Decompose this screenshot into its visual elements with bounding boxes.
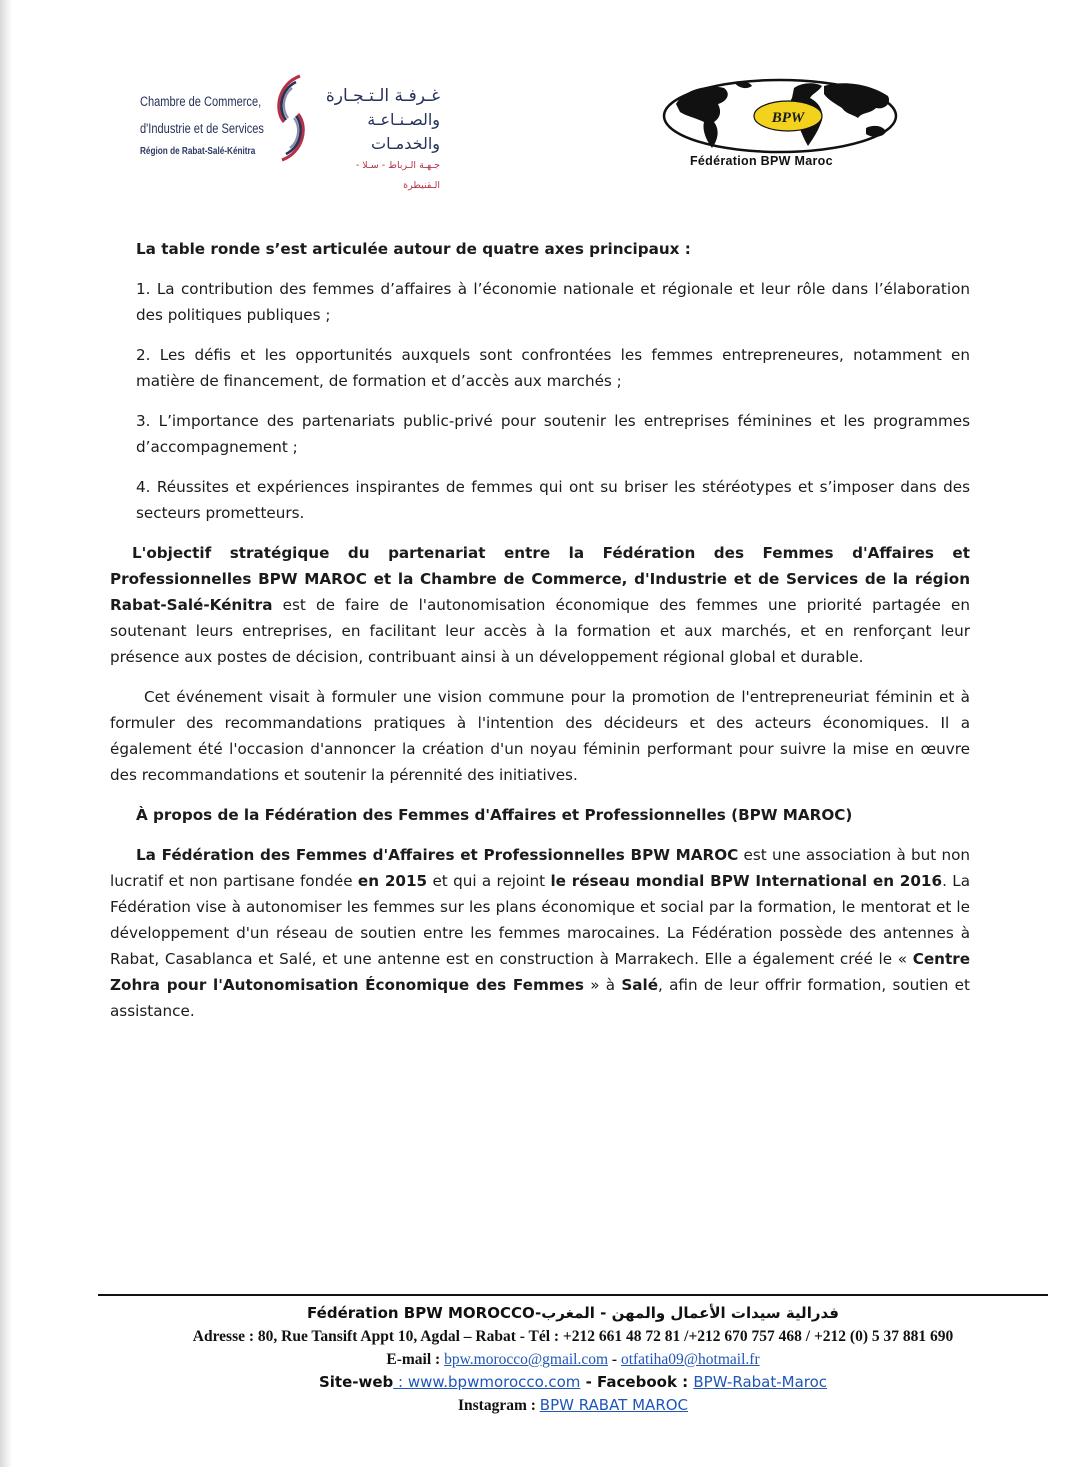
footer-instagram-line [98, 1394, 1048, 1417]
press-release-body [110, 236, 970, 1024]
ccis-emblem-icon [270, 70, 312, 166]
objective-bold-federation: L'objectif stratégique du partenariat entre la Fédération des Femmes d'Affaires et Professionnelles BPW MAROC [110, 544, 970, 588]
footer-address: Adresse : 80, Rue Tansift Appt 10, Agdal – Rabat - Tél : +212 661 48 72 81 /+212 670 757 468 / +212 (0) 5 37 881 690 [192, 1328, 954, 1345]
about-bold-centre: Centre Zohra pour l'Autonomisation Économique des Femmes [110, 950, 970, 994]
email-link-1[interactable]: bpw.morocco@gmail.com [444, 1351, 609, 1368]
email-separator: - [608, 1351, 621, 1368]
event-paragraph: Cet événement visait à formuler une vision commune pour la promotion de l'entrepreneuriat féminin et à formuler des recommandations pratiques à l'intention des décideurs et des acteurs économiques. Il a également été l'occasion d'annoncer la création d'un noyau féminin performant pour suivre la mise en œuvre des recommandations et soutenir la pérennité des initiatives. [110, 688, 970, 784]
website-link[interactable]: : www.bpwmorocco.com [393, 1373, 581, 1391]
facebook-label: - Facebook : [580, 1373, 694, 1391]
email-label: E-mail : [386, 1351, 445, 1368]
objective-bold-chambre: et la Chambre de Commerce, d'Industrie et de Services de la région Rabat-Salé-Kénitra [110, 570, 971, 614]
footer-email-line [98, 1348, 1048, 1371]
about-text-2: et qui a rejoint [427, 872, 551, 890]
ccis-line-1: Chambre de Commerce, [140, 94, 262, 109]
email-link-2[interactable]: otfatiha09@hotmail.fr [620, 1351, 760, 1368]
instagram-link[interactable]: BPW RABAT MAROC [539, 1396, 689, 1414]
about-bold-federation: La Fédération des Femmes d'Affaires et Professionnelles BPW MAROC [136, 846, 739, 864]
axis-item-3: 3. L’importance des partenariats public-privé pour soutenir les entreprises féminines et les programmes d’accompagnement ; [136, 412, 970, 456]
objective-paragraph [110, 540, 970, 670]
instagram-label: Instagram : [457, 1397, 540, 1414]
axes-intro: La table ronde s’est articulée autour de quatre axes principaux : [136, 240, 691, 258]
about-bold-network: le réseau mondial BPW International en 2016 [550, 872, 943, 890]
ccis-arabic-line-2: والصـنـاعـة والخدمـات [367, 110, 440, 153]
bpw-caption: Fédération BPW Maroc [690, 154, 833, 168]
ccis-arabic-region: جـهـة الـرباط - سـلا - الـقنيطرة [355, 160, 440, 191]
about-heading: À propos de la Fédération des Femmes d'Affaires et Professionnelles (BPW MAROC) [136, 806, 853, 824]
site-label: Site-web [318, 1373, 394, 1391]
ccis-line-2: d'Industrie et de Services [140, 121, 264, 136]
footer [98, 1302, 1048, 1417]
about-text-5: , afin de leur offrir formation, soutien et assistance. [110, 976, 970, 1020]
page-edge-shadow [0, 0, 12, 1467]
footer-federation-name: Fédération BPW MOROCCO-فدرالية سيدات الأعمال والمهن - المغرب [307, 1304, 839, 1322]
axis-item-1: 1. La contribution des femmes d’affaires à l’économie nationale et régionale et leur rôle dans l’élaboration des politiques publiques ; [136, 280, 970, 324]
about-text-1: est une association à but non lucratif et non partisane fondée [110, 846, 970, 890]
facebook-link[interactable]: BPW-Rabat-Maroc [693, 1373, 828, 1391]
axis-item-4: 4. Réussites et expériences inspirantes de femmes qui ont su briser les stéréotypes et s’imposer dans des secteurs prometteurs. [136, 478, 970, 522]
ccis-name-fr [140, 88, 264, 162]
footer-divider [98, 1294, 1048, 1296]
about-bold-city: Salé [621, 976, 659, 994]
objective-text: est de faire de l'autonomisation économique des femmes une priorité partagée en soutenant leurs entreprises, en facilitant leur accès à la formation et aux marchés, et en renforçant leur présence aux postes de décision, contribuant ainsi à un développement régional global et durable. [110, 596, 970, 666]
bpw-logo-text: BPW [771, 110, 805, 126]
about-paragraph [110, 842, 970, 1024]
ccis-region: Région de Rabat-Salé-Kénitra [140, 146, 256, 157]
about-text-4: » à [583, 976, 622, 994]
ccis-arabic-line-1: غـرفـة الـتـجـارة [325, 86, 440, 106]
axis-item-2: 2. Les défis et les opportunités auxquels sont confrontées les femmes entrepreneures, notamment en matière de financement, de formation et d’accès aux marchés ; [136, 346, 970, 390]
about-bold-year: en 2015 [357, 872, 428, 890]
about-text-3: . La Fédération vise à autonomiser les femmes sur les plans économique et social par la formation, le mentorat et le développement d'un réseau de soutien entre les femmes marocaines. La Fédération possède des antennes à Rabat, Casablanca et Salé, et une antenne est en construction à Marrakech. Elle a également créé le « [110, 872, 971, 968]
footer-web-line [98, 1371, 1048, 1394]
ccis-name-ar [316, 84, 440, 196]
